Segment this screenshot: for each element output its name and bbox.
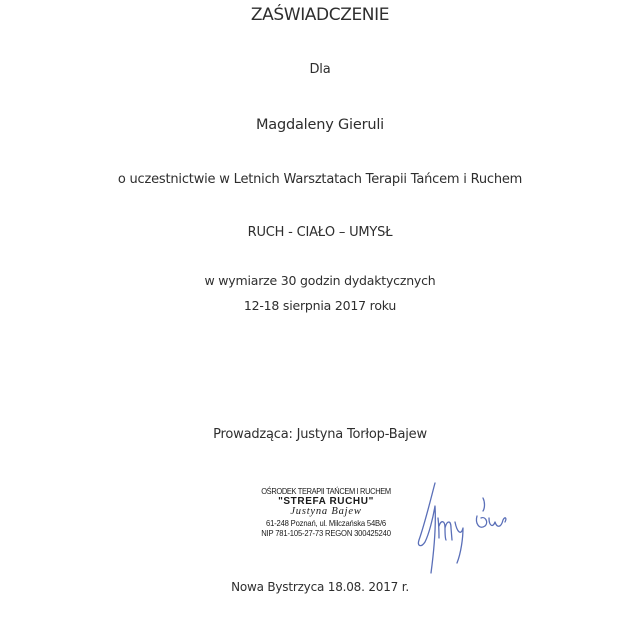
for-label: Dla	[309, 62, 331, 77]
place-and-date: Nowa Bystrzyca 18.08. 2017 r.	[231, 580, 409, 594]
dates-text: 12-18 sierpnia 2017 roku	[243, 298, 397, 313]
stamp-line-tax-ids: NIP 781-105-27-73 REGON 300425240	[261, 528, 391, 538]
participation-text: o uczestnictwie w Letnich Warsztatach Terapii Tańcem i Ruchem	[117, 172, 523, 187]
leader-text: Prowadząca: Justyna Torłop-Bajew	[213, 427, 427, 442]
stamp-line-brand: "STREFA RUCHU"	[278, 495, 374, 507]
workshop-motto: RUCH - CIAŁO – UMYSŁ	[247, 225, 393, 240]
handwritten-signature-icon	[405, 478, 530, 578]
certificate-title: ZAŚWIADCZENIE	[250, 5, 390, 25]
stamp-line-address: 61-248 Poznań, ul. Milczańska 54B/6	[265, 517, 387, 528]
hours-text: w wymiarze 30 godzin dydaktycznych	[204, 273, 436, 288]
recipient-name: Magdaleny Gieruli	[255, 117, 384, 133]
stamp-line-owner: Justyna Bajew	[290, 506, 362, 517]
organization-stamp	[246, 486, 406, 539]
stamp-line-organization: OŚRODEK TERAPII TAŃCEM I RUCHEM	[261, 486, 391, 496]
